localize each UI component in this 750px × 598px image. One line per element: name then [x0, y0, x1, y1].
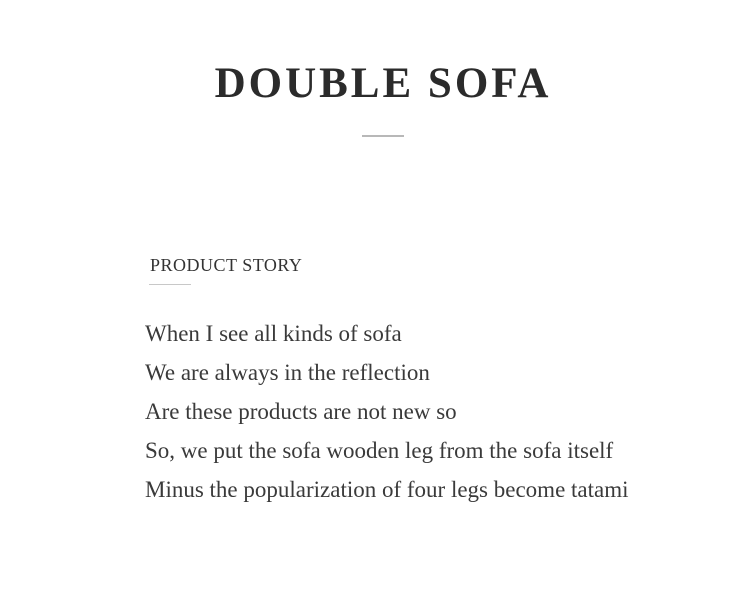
story-line: So, we put the sofa wooden leg from the sofa itself: [145, 438, 614, 463]
story-line: Are these products are not new so: [145, 399, 457, 424]
story-text: [145, 314, 629, 509]
section-divider: [149, 284, 191, 285]
story-line: Minus the popularization of four legs become tatami: [145, 477, 629, 502]
page-title: DOUBLE SOFA: [214, 59, 552, 107]
story-line: When I see all kinds of sofa: [145, 321, 402, 346]
title-divider: [362, 135, 404, 137]
section-heading-product-story: PRODUCT STORY: [150, 255, 303, 275]
story-line: We are always in the reflection: [145, 360, 430, 385]
